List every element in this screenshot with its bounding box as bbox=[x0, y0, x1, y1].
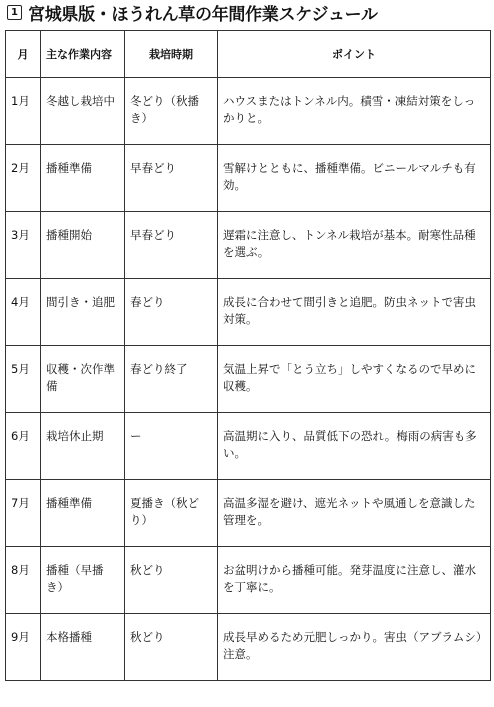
table-row bbox=[6, 78, 491, 145]
cell-point: 成長早めるため元肥しっかり。害虫（アブラムシ）注意。 bbox=[218, 614, 491, 681]
cell-point: 成長に合わせて間引きと追肥。防虫ネットで害虫対策。 bbox=[218, 279, 491, 346]
header-season: 栽培時期 bbox=[125, 31, 218, 78]
number-one-icon: 1 bbox=[7, 5, 22, 20]
cell-month: 7月 bbox=[6, 480, 41, 547]
cell-month: 8月 bbox=[6, 547, 41, 614]
cell-season: 秋どり bbox=[125, 547, 218, 614]
header-point: ポイント bbox=[218, 31, 491, 78]
cell-month: 5月 bbox=[6, 346, 41, 413]
table-header-row bbox=[6, 31, 491, 78]
table-row bbox=[6, 480, 491, 547]
cell-month: 9月 bbox=[6, 614, 41, 681]
cell-task: 播種準備 bbox=[41, 145, 125, 212]
cell-season: ー bbox=[125, 413, 218, 480]
cell-point: ハウスまたはトンネル内。積雪・凍結対策をしっかりと。 bbox=[218, 78, 491, 145]
schedule-table bbox=[5, 30, 491, 681]
cell-task: 間引き・追肥 bbox=[41, 279, 125, 346]
cell-task: 播種準備 bbox=[41, 480, 125, 547]
cell-month: 4月 bbox=[6, 279, 41, 346]
header-month: 月 bbox=[6, 31, 41, 78]
cell-season: 秋どり bbox=[125, 614, 218, 681]
cell-point: 高温多湿を避け、遮光ネットや風通しを意識した管理を。 bbox=[218, 480, 491, 547]
page-title bbox=[7, 1, 378, 23]
table-row bbox=[6, 547, 491, 614]
cell-task: 冬越し栽培中 bbox=[41, 78, 125, 145]
cell-season: 早春どり bbox=[125, 145, 218, 212]
table-row bbox=[6, 413, 491, 480]
title-text: 宮城県版・ほうれん草の年間作業スケジュール bbox=[28, 4, 378, 25]
cell-season: 春どり終了 bbox=[125, 346, 218, 413]
cell-point: 気温上昇で「とう立ち」しやすくなるので早めに収穫。 bbox=[218, 346, 491, 413]
table-row bbox=[6, 145, 491, 212]
cell-month: 1月 bbox=[6, 78, 41, 145]
cell-task: 播種（早播き） bbox=[41, 547, 125, 614]
cell-month: 6月 bbox=[6, 413, 41, 480]
cell-season: 春どり bbox=[125, 279, 218, 346]
cell-point: 遅霜に注意し、トンネル栽培が基本。耐寒性品種を選ぶ。 bbox=[218, 212, 491, 279]
cell-season: 早春どり bbox=[125, 212, 218, 279]
cell-season: 夏播き（秋どり） bbox=[125, 480, 218, 547]
cell-task: 本格播種 bbox=[41, 614, 125, 681]
table-row bbox=[6, 614, 491, 681]
header-task: 主な作業内容 bbox=[41, 31, 125, 78]
cell-season: 冬どり（秋播き） bbox=[125, 78, 218, 145]
cell-month: 3月 bbox=[6, 212, 41, 279]
table-row bbox=[6, 346, 491, 413]
cell-point: 高温期に入り、品質低下の恐れ。梅雨の病害も多い。 bbox=[218, 413, 491, 480]
cell-point: 雪解けとともに、播種準備。ビニールマルチも有効。 bbox=[218, 145, 491, 212]
cell-month: 2月 bbox=[6, 145, 41, 212]
cell-task: 収穫・次作準備 bbox=[41, 346, 125, 413]
cell-task: 栽培休止期 bbox=[41, 413, 125, 480]
cell-point: お盆明けから播種可能。発芽温度に注意し、灌水を丁寧に。 bbox=[218, 547, 491, 614]
table-row bbox=[6, 212, 491, 279]
table-row bbox=[6, 279, 491, 346]
cell-task: 播種開始 bbox=[41, 212, 125, 279]
